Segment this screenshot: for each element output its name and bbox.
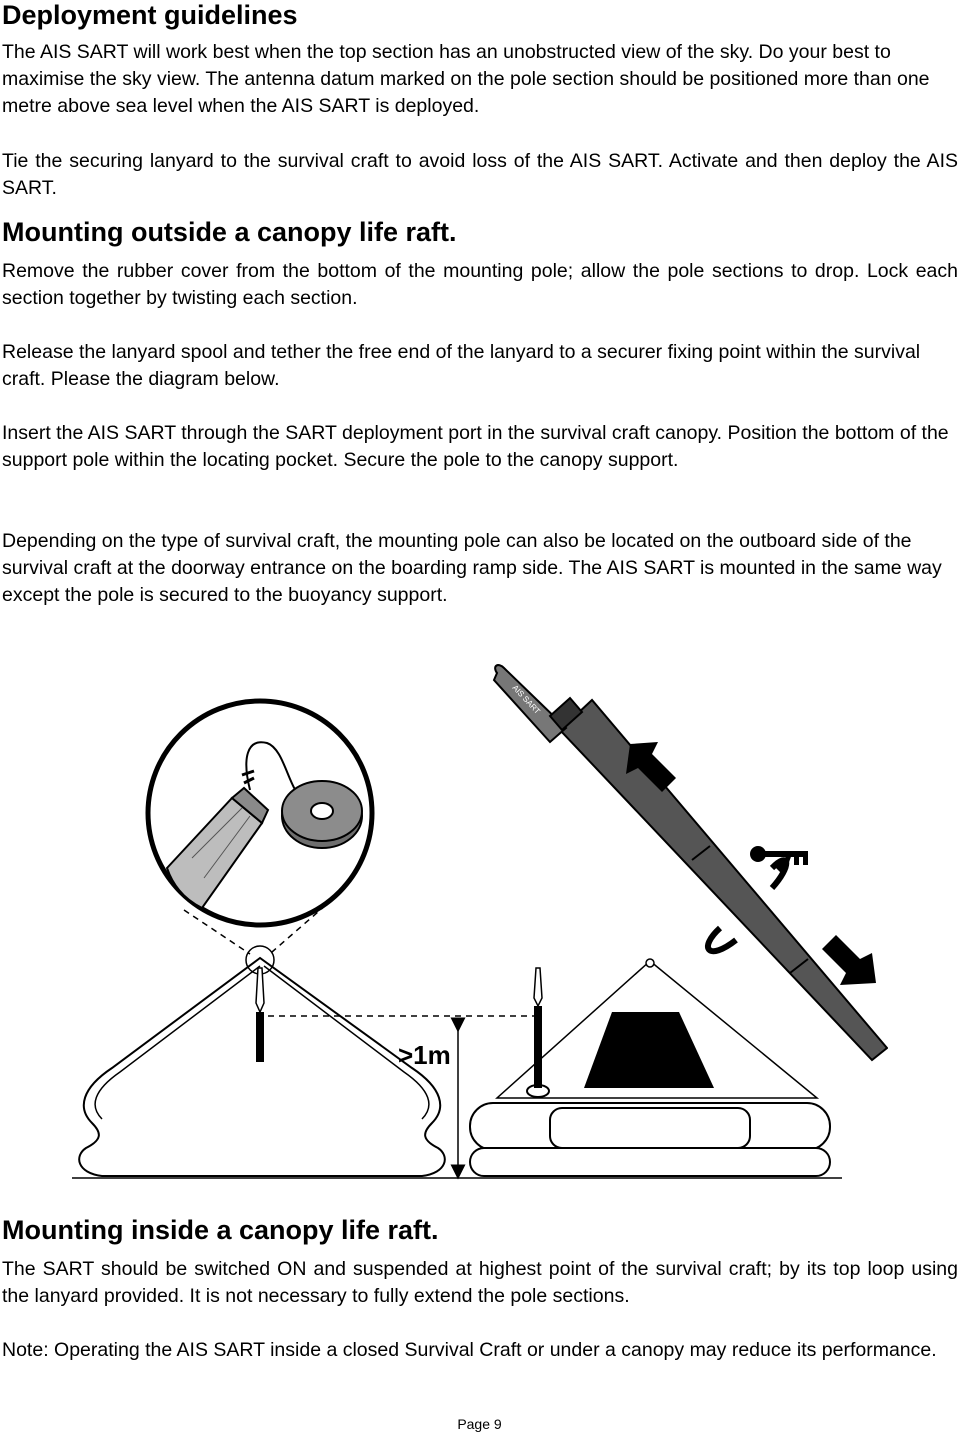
heading-deployment-guidelines: Deployment guidelines (2, 0, 298, 30)
heading-mounting-inside: Mounting inside a canopy life raft. (2, 1215, 439, 1245)
mounting-diagram (72, 628, 888, 1205)
sart-pole-right (534, 968, 542, 1088)
paragraph-suspend-sart: The SART should be switched ON and suspended at highest point of the survival craft; by its top loop using the lanyard provided. It is not necessary to fully extend the pole sections. (2, 1258, 958, 1307)
paragraph-lanyard: Tie the securing lanyard to the survival craft to avoid loss of the AIS SART. Activate and then deploy the AIS SART. (2, 150, 958, 199)
magnified-lanyard-view (148, 701, 372, 925)
paragraph-insert-sart: Insert the AIS SART through the SART deployment port in the survival craft canopy. Position the bottom of the support pole within the locating pocket. Secure the pole to the canopy support. (2, 422, 949, 471)
page-number: Page 9 (457, 1416, 502, 1432)
paragraph-outboard-side: Depending on the type of survival craft, the mounting pole can also be located on the outboard side of the survival craft at the doorway entrance on the boarding ramp side. The AIS SART is mounted in the same way except the pole is secured to the buoyancy support. (2, 530, 942, 606)
height-label: >1m (398, 1040, 451, 1070)
sart-pole-left (256, 968, 264, 1062)
paragraph-release-spool: Release the lanyard spool and tether the free end of the lanyard to a securer fixing point within the survival craft. Please the diagram below. (2, 341, 921, 390)
heading-mounting-outside: Mounting outside a canopy life raft. (2, 217, 457, 247)
extend-arrow-down-icon (822, 935, 876, 985)
life-raft-right (452, 959, 842, 1178)
paragraph-performance-note: Note: Operating the AIS SART inside a closed Survival Craft or under a canopy may reduce its performance. (2, 1339, 937, 1361)
paragraph-sky-view: The AIS SART will work best when the top section has an unobstructed view of the sky. Do your best to maximise the sky view. The antenna datum marked on the pole section should be positioned more than one metre above sea level when the AIS SART is deployed. (2, 41, 930, 117)
device-label: AIS SART (510, 683, 542, 716)
paragraph-remove-cover: Remove the rubber cover from the bottom of the mounting pole; allow the pole sections to drop. Lock each section together by twisting each section. (2, 260, 958, 309)
